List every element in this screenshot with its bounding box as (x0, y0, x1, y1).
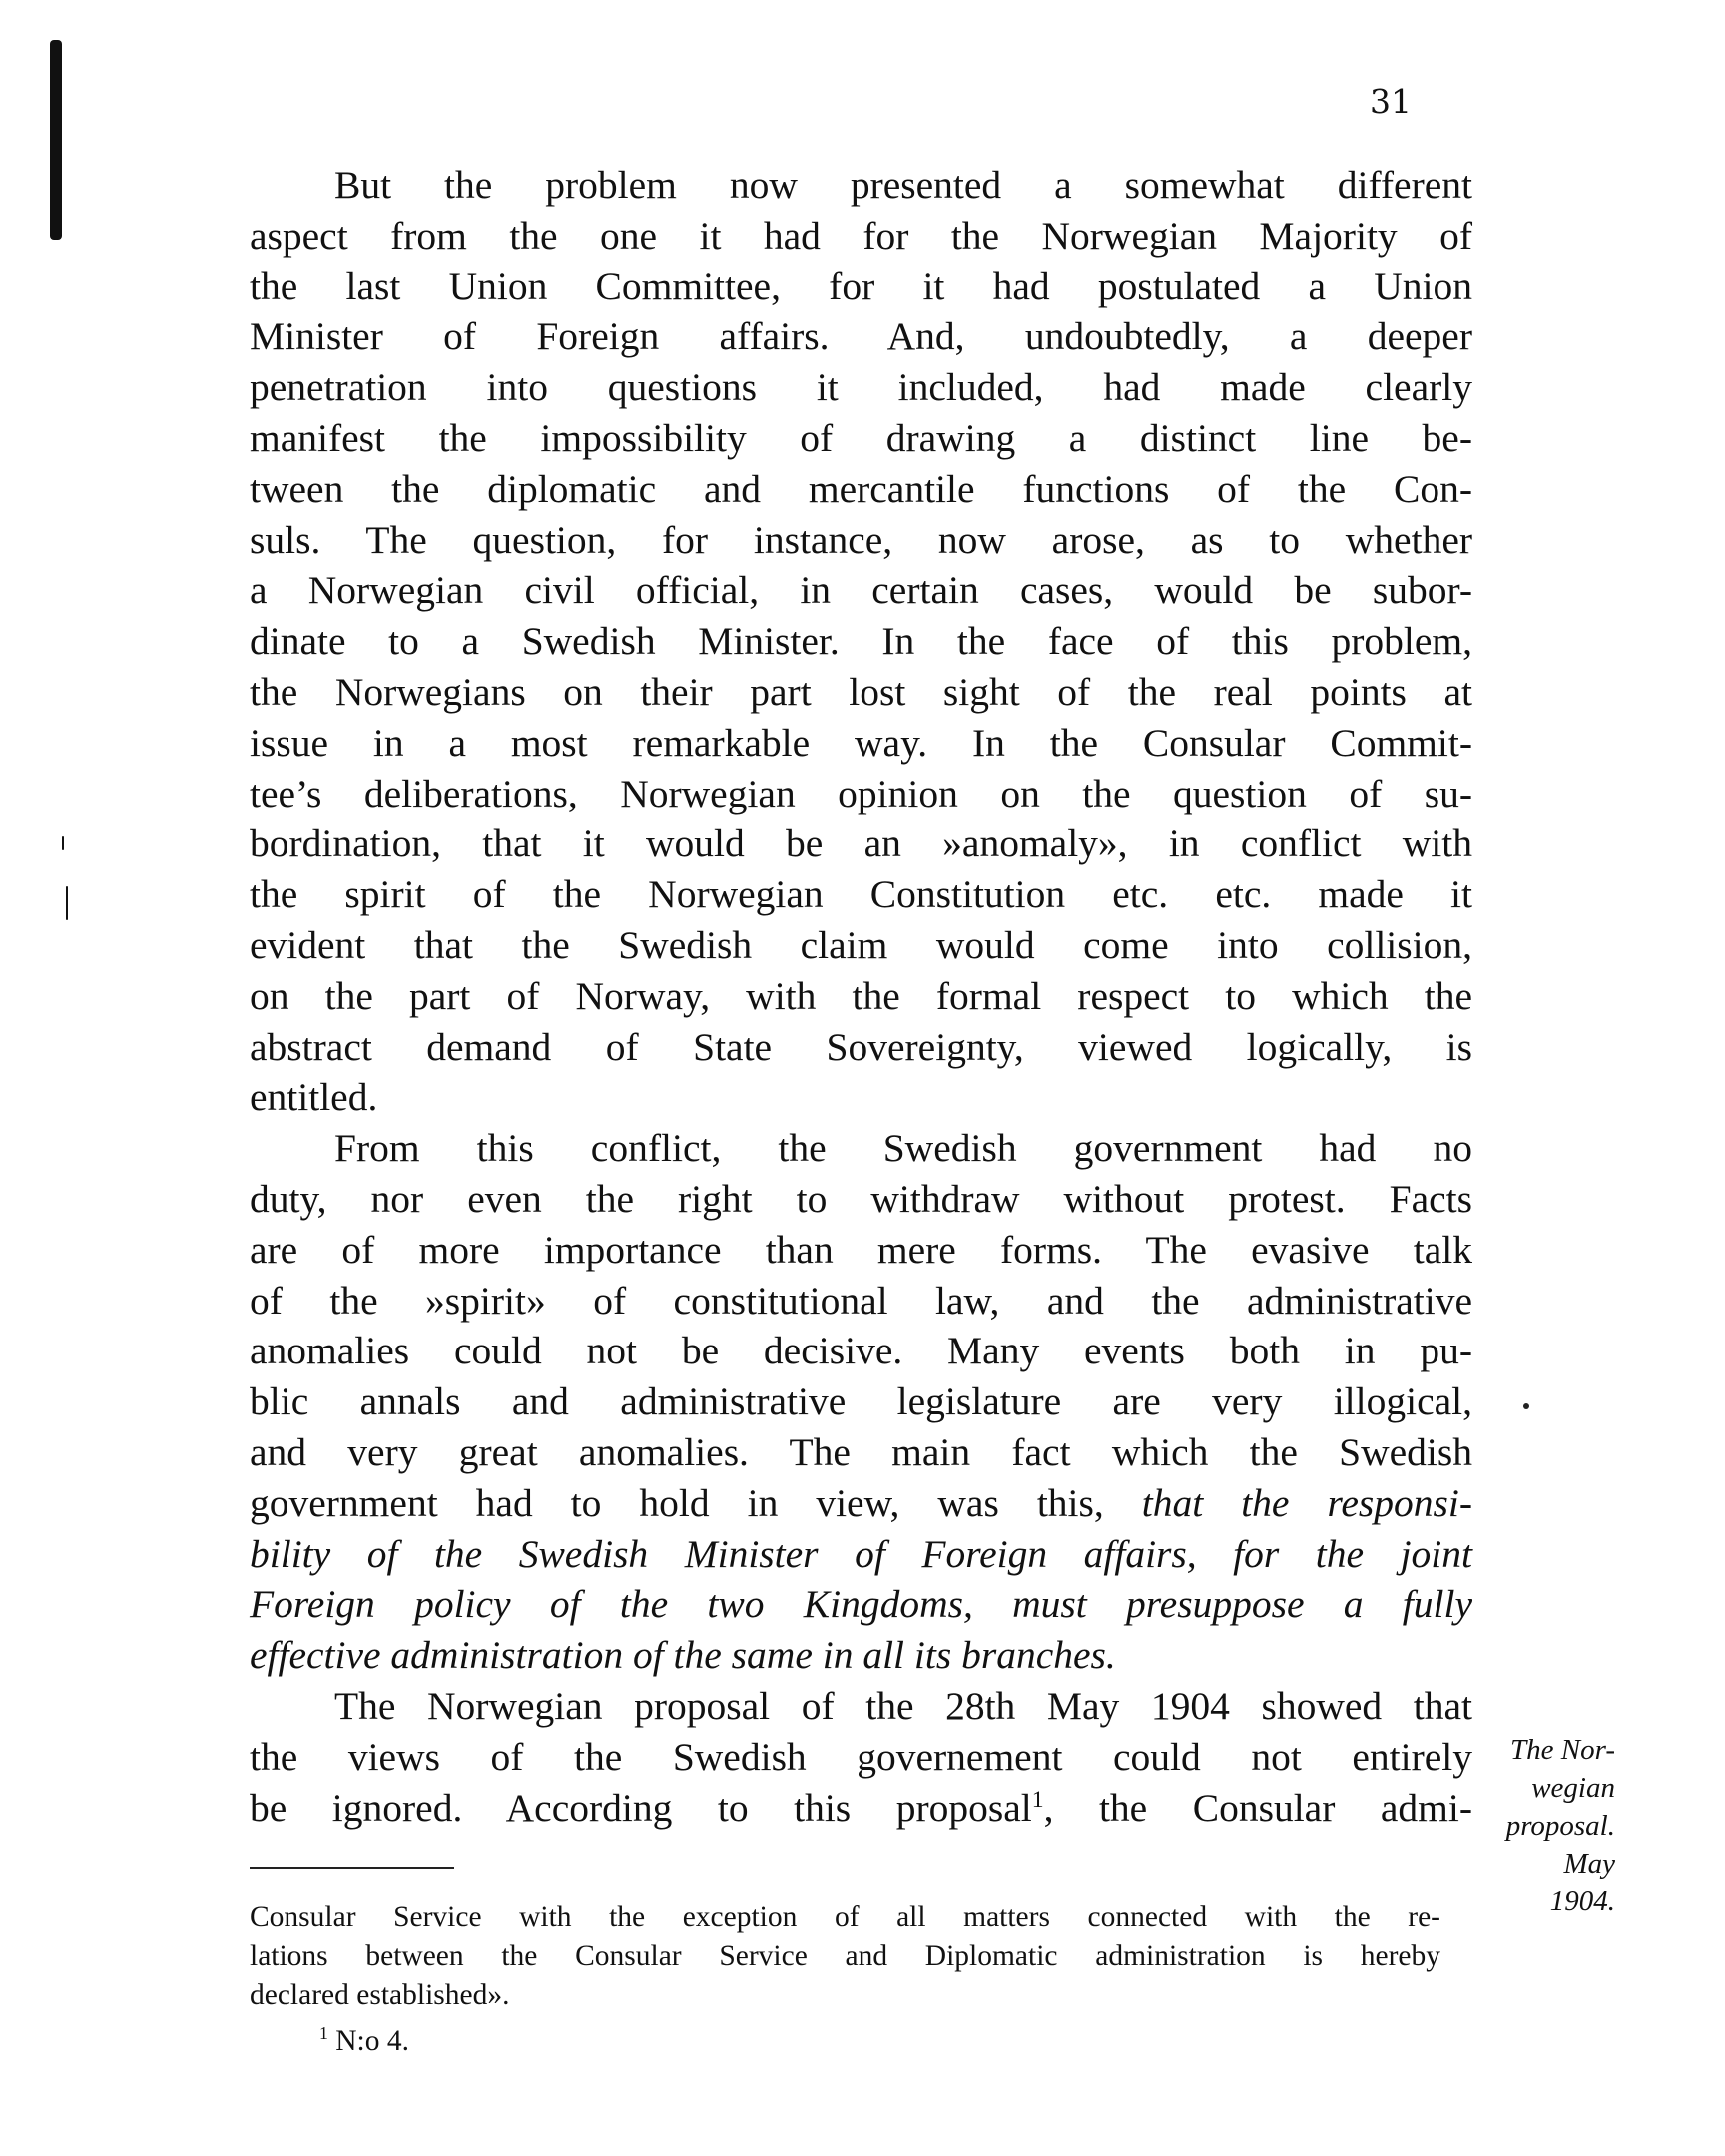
text-line: the last Union Committee, for it had postulated a Union (250, 264, 1472, 308)
text-line: abstract demand of State Sovereignty, viewed logically, is (250, 1024, 1472, 1069)
margin-note-line: proposal. (1505, 1810, 1615, 1842)
text-line: entitled. (250, 1075, 378, 1120)
text-line-mixed (250, 1478, 1472, 1529)
binding-edge-mark (50, 40, 62, 240)
text-line: tee’s deliberations, Norwegian opinion on the question of su- (250, 771, 1472, 815)
binding-edge-mark (66, 886, 68, 920)
text-segment: be ignored. According to this proposal (250, 1785, 1032, 1830)
italic-text-line: effective administration of the same in all its branches. (250, 1633, 1116, 1678)
text-line: The Norwegian proposal of the 28th May 1904 showed that (334, 1683, 1472, 1728)
body-text (250, 160, 1472, 1833)
text-segment: , the Consular admi- (1043, 1785, 1472, 1830)
margin-note-line: 1904. (1549, 1886, 1615, 1917)
italic-text-line: Foreign policy of the two Kingdoms, must presuppose a fully (250, 1582, 1472, 1627)
text-line: blic annals and administrative legislature are very illogical, (250, 1379, 1472, 1424)
binding-edge-mark (62, 836, 64, 850)
stray-ink-dot (1523, 1403, 1529, 1409)
text-line: penetration into questions it included, had made clearly (250, 365, 1472, 410)
text-line: on the part of Norway, with the formal respect to which the (250, 973, 1472, 1018)
text-line: From this conflict, the Swedish government had no (334, 1126, 1472, 1171)
text-line: anomalies could not be decisive. Many events both in pu- (250, 1329, 1472, 1373)
footnote-text: N:o 4. (335, 2025, 409, 2057)
text-line-mixed (250, 1783, 1472, 1834)
text-segment: government had to hold in view, was this, (250, 1480, 1104, 1525)
footnote-1 (250, 2021, 1440, 2061)
text-line: issue in a most remarkable way. In the Consular Commit- (250, 720, 1472, 765)
text-line: dinate to a Swedish Minister. In the face of this problem, (250, 619, 1472, 664)
text-line: evident that the Swedish claim would come into collision, (250, 922, 1472, 967)
footnote-line: Consular Service with the exception of all matters connected with the re- (250, 1901, 1440, 1933)
footnote-line: lations between the Consular Service and Diplomatic administration is hereby (250, 1940, 1440, 1972)
text-line: tween the diplomatic and mercantile functions of the Con- (250, 466, 1472, 511)
text-line: the spirit of the Norwegian Constitution etc. etc. made it (250, 872, 1472, 917)
footnotes (250, 1898, 1440, 2061)
italic-text-segment: that the responsi- (1141, 1480, 1473, 1525)
margin-note-line: May (1563, 1848, 1615, 1880)
text-line: duty, nor even the right to withdraw without protest. Facts (250, 1176, 1472, 1221)
footnote-reference: 1 (1031, 1786, 1044, 1813)
text-line: a Norwegian civil official, in certain cases, would be subor- (250, 568, 1472, 613)
text-line: the views of the Swedish governement could not entirely (250, 1734, 1472, 1779)
margin-note-line: wegian (1531, 1772, 1615, 1804)
text-line: and very great anomalies. The main fact which the Swedish (250, 1429, 1472, 1474)
text-line: of the »spirit» of constitutional law, and the administrative (250, 1278, 1472, 1323)
text-line: are of more importance than mere forms. The evasive talk (250, 1227, 1472, 1272)
page-number: 31 (1370, 82, 1412, 121)
text-line: Minister of Foreign affairs. And, undoubtedly, a deeper (250, 314, 1472, 359)
footnote-marker: 1 (319, 2023, 328, 2044)
margin-note-line: The Nor- (1510, 1734, 1615, 1766)
text-line: suls. The question, for instance, now arose, as to whether (250, 517, 1472, 562)
text-line: bordination, that it would be an »anomaly», in conflict with (250, 821, 1472, 866)
italic-text-line: bility of the Swedish Minister of Foreign affairs, for the joint (250, 1531, 1472, 1576)
text-line: But the problem now presented a somewhat different (334, 163, 1472, 207)
footnote-line: declared established». (250, 1979, 510, 2011)
text-line: the Norwegians on their part lost sight of the real points at (250, 669, 1472, 714)
margin-note (1475, 1731, 1615, 1920)
text-line: manifest the impossibility of drawing a distinct line be- (250, 415, 1472, 460)
text-line: aspect from the one it had for the Norwegian Majority of (250, 213, 1472, 258)
footnote-separator (250, 1867, 454, 1869)
